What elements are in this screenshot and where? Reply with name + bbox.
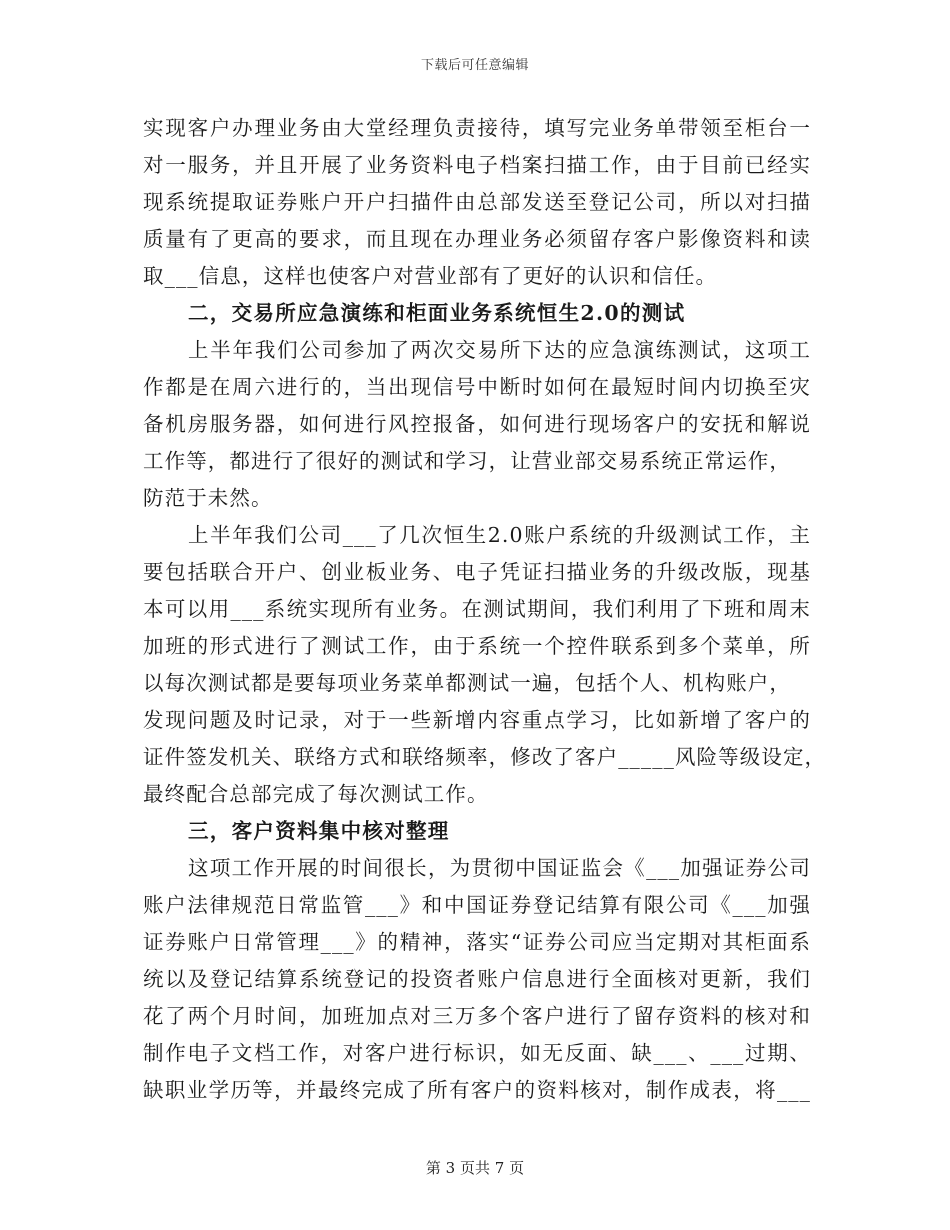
text-line: 防范于未然。: [143, 486, 273, 510]
text-line: 工作等，都进行了很好的测试和学习，让营业部交易系统正常运作，: [143, 449, 791, 473]
section-heading-2: 二，交易所应急演练和柜面业务系统恒生2.0的测试: [188, 301, 686, 325]
text-line: 上半年我们公司___了几次恒生2.0账户系统的升级测试工作，主: [188, 523, 811, 547]
text-line: 质量有了更高的要求，而且现在办理业务必须留存客户影像资料和读: [143, 227, 811, 251]
text-line: 作都是在周六进行的，当出现信号中断时如何在最短时间内切换至灾: [143, 375, 811, 399]
text-line: 缺职业学历等，并最终完成了所有客户的资料核对，制作成表，将___: [143, 1078, 811, 1102]
text-line: 上半年我们公司参加了两次交易所下达的应急演练测试，这项工: [188, 338, 811, 362]
text-line: 对一服务，并且开展了业务资料电子档案扫描工作，由于目前已经实: [143, 153, 811, 177]
text-line: 制作电子文档工作，对客户进行标识，如无反面、缺___、___过期、: [143, 1041, 811, 1065]
text-line: 这项工作开展的时间很长，为贯彻中国证监会《___加强证券公司: [188, 856, 811, 880]
text-line: 取___信息，这样也使客户对营业部有了更好的认识和信任。: [143, 264, 718, 288]
text-line: 发现问题及时记录，对于一些新增内容重点学习，比如新增了客户的: [143, 708, 811, 732]
text-line: 加班的形式进行了测试工作，由于系统一个控件联系到多个菜单，所: [143, 634, 811, 658]
text-line: 实现客户办理业务由大堂经理负责接待，填写完业务单带领至柜台一: [143, 116, 811, 140]
text-line: 备机房服务器，如何进行风控报备，如何进行现场客户的安抚和解说: [143, 412, 811, 436]
text-line: 本可以用___系统实现所有业务。在测试期间，我们利用了下班和周末: [143, 597, 811, 621]
text-line: 现系统提取证券账户开户扫描件由总部发送至登记公司，所以对扫描: [143, 190, 811, 214]
section-heading-3: 三，客户资料集中核对整理: [188, 819, 450, 843]
text-line: 以每次测试都是要每项业务菜单都测试一遍，包括个人、机构账户，: [143, 671, 791, 695]
page-header-note: 下载后可任意编辑: [420, 58, 529, 73]
page-number: 第 3 页共 7 页: [425, 1159, 525, 1177]
text-line: 最终配合总部完成了每次测试工作。: [143, 782, 489, 806]
text-line: 账户法律规范日常监管___》和中国证券登记结算有限公司《___加强: [143, 893, 811, 917]
text-line: 统以及登记结算系统登记的投资者账户信息进行全面核对更新，我们: [143, 967, 811, 991]
text-line: 证券账户日常管理___》的精神，落实“证券公司应当定期对其柜面系: [143, 930, 811, 954]
text-line: 证件签发机关、联络方式和联络频率，修改了客户_____风险等级设定，: [143, 745, 827, 769]
text-line: 要包括联合开户、创业板业务、电子凭证扫描业务的升级改版，现基: [143, 560, 811, 584]
text-line: 花了两个月时间，加班加点对三万多个客户进行了留存资料的核对和: [143, 1004, 811, 1028]
document-body: [143, 110, 827, 1109]
